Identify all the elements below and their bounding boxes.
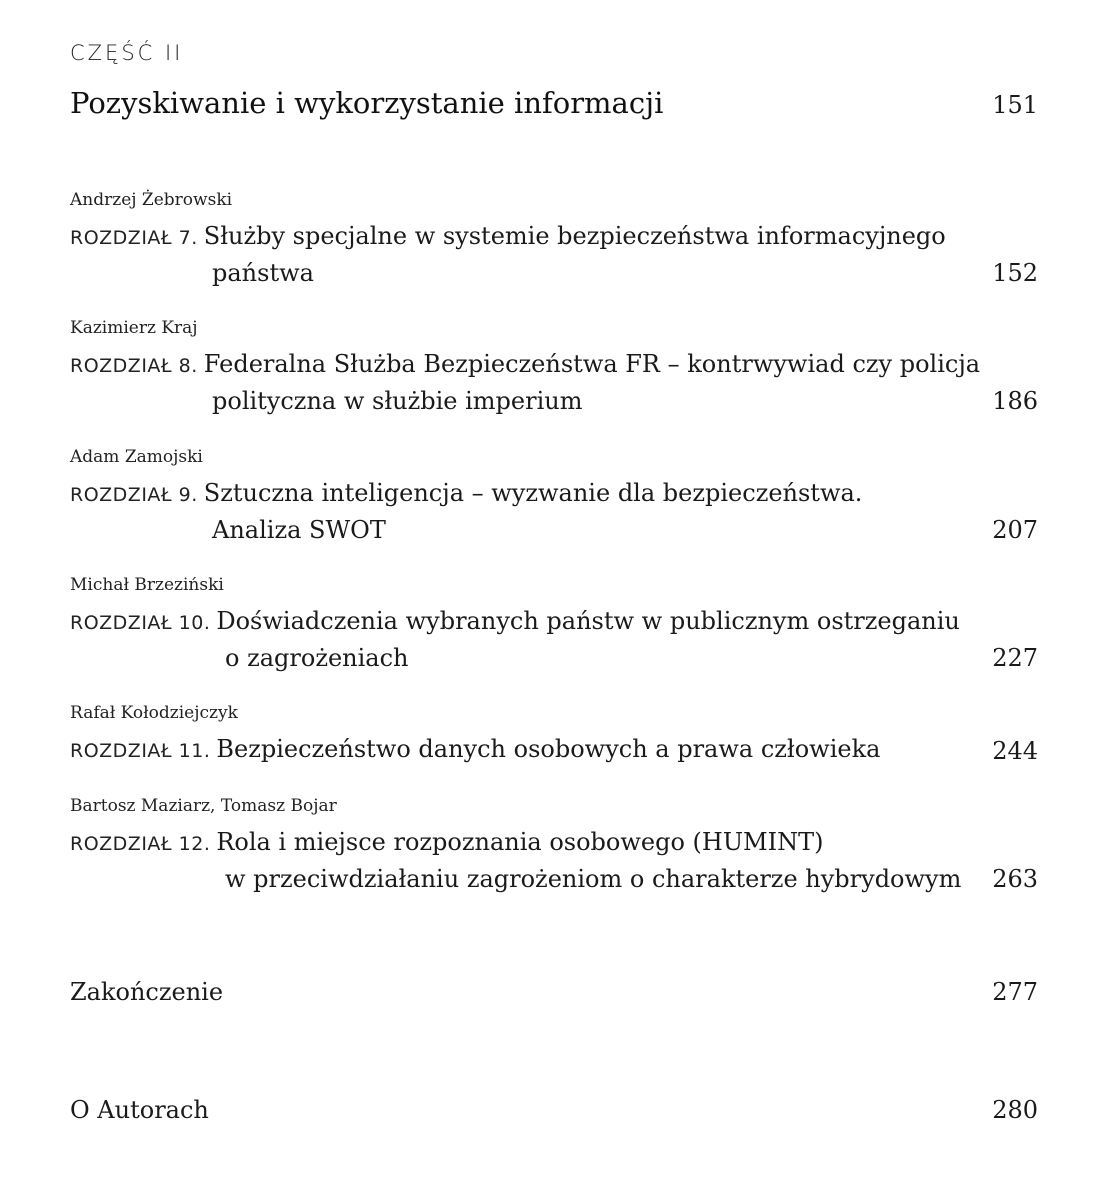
chapter-heading[interactable] [70, 347, 1038, 419]
chapter-page-number: 186 [992, 387, 1038, 415]
chapter-label: ROZDZIAŁ 11. [70, 740, 211, 762]
chapter-title-line2: polityczna w służbie imperium [212, 387, 583, 415]
chapter-author: Andrzej Żebrowski [70, 190, 233, 210]
chapter-heading[interactable] [70, 825, 1038, 897]
toc-entry-chapter-12 [70, 796, 1038, 897]
toc-entry-chapter-8 [70, 318, 1038, 419]
chapter-title-line2: w przeciwdziałaniu zagrożeniom o charakterze hybrydowym [225, 865, 962, 893]
chapter-title-line1: Służby specjalne w systemie bezpieczeństwa informacyjnego [203, 222, 946, 250]
chapter-label: ROZDZIAŁ 10. [70, 612, 211, 634]
toc-entry-chapter-10 [70, 575, 1038, 676]
chapter-title-line2: o zagrożeniach [225, 644, 409, 672]
chapter-label: ROZDZIAŁ 7. [70, 227, 198, 249]
chapter-title-line1: Sztuczna inteligencja – wyzwanie dla bezpieczeństwa. [203, 479, 863, 507]
chapter-title-line2: państwa [212, 259, 314, 287]
chapter-author: Adam Zamojski [70, 447, 203, 467]
ending-title: Zakończenie [70, 978, 224, 1006]
part-page-number: 151 [992, 91, 1038, 119]
chapter-page-number: 263 [992, 865, 1038, 893]
chapter-title-line1: Rola i miejsce rozpoznania osobowego (HUMINT) [216, 828, 824, 856]
part-title: Pozyskiwanie i wykorzystanie informacji [70, 86, 664, 120]
part-label: CZĘŚĆ II [70, 41, 184, 65]
chapter-author: Michał Brzeziński [70, 575, 224, 595]
chapter-author: Rafał Kołodziejczyk [70, 703, 238, 723]
chapter-author: Kazimierz Kraj [70, 318, 198, 338]
chapter-page-number: 207 [992, 516, 1038, 544]
chapter-title-line1: Federalna Służba Bezpieczeństwa FR – kontrwywiad czy policja [203, 350, 981, 378]
chapter-label: ROZDZIAŁ 9. [70, 484, 198, 506]
toc-entry-chapter-11 [70, 703, 1038, 769]
chapter-title-line2: Analiza SWOT [212, 516, 386, 544]
chapter-heading[interactable] [70, 604, 1038, 676]
authors-title: O Autorach [70, 1096, 209, 1124]
chapter-heading[interactable] [70, 476, 1038, 548]
chapter-heading[interactable] [70, 732, 1038, 769]
chapter-author: Bartosz Maziarz, Tomasz Bojar [70, 796, 337, 816]
chapter-title-line1: Doświadczenia wybranych państw w publicznym ostrzeganiu [216, 607, 960, 635]
toc-entry-chapter-9 [70, 447, 1038, 548]
chapter-page-number: 227 [992, 644, 1038, 672]
chapter-label: ROZDZIAŁ 8. [70, 355, 198, 377]
chapter-heading[interactable] [70, 219, 1038, 291]
toc-entry-ending[interactable] [70, 978, 1038, 1006]
chapter-page-number: 152 [992, 259, 1038, 287]
toc-entry-chapter-7 [70, 190, 1038, 291]
toc-entry-authors[interactable] [70, 1096, 1038, 1124]
ending-page-number: 277 [992, 978, 1038, 1006]
chapter-page-number: 244 [992, 737, 1038, 765]
chapter-title-line1: Bezpieczeństwo danych osobowych a prawa człowieka [216, 735, 881, 763]
authors-page-number: 280 [992, 1096, 1038, 1124]
chapter-label: ROZDZIAŁ 12. [70, 833, 211, 855]
